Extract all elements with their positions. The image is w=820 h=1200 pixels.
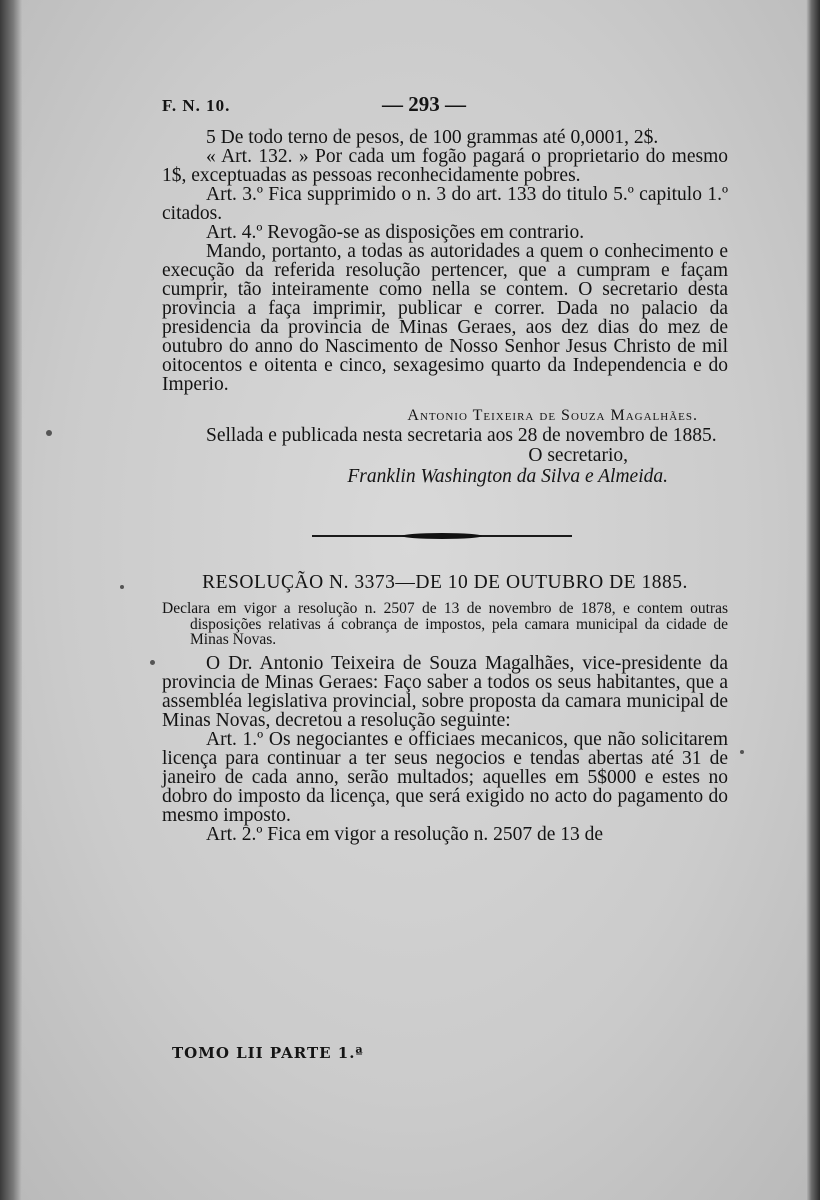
sealed-paragraph: Sellada e publicada nesta secretaria aos 28 de novembro de 1885. <box>206 425 717 446</box>
resolution-title: RESOLUÇÃO N. 3373—DE 10 DE OUTUBRO DE 1885. <box>202 572 688 593</box>
divider-ornament <box>402 533 482 539</box>
paragraph: Art. 1.º Os negociantes e officiaes mecanicos, que não solicitarem licença para continuar a ter seus negocios e tendas abertas até 31 de janeiro de cada anno, serão multados; aquelles em 5$000 e estes no dobro do imposto da licença, que será exigido no acto do pagamento do mesmo imposto. <box>162 728 728 826</box>
ink-speck <box>740 750 744 754</box>
secretary-name: Franklin Washington da Silva e Almeida. <box>347 466 668 487</box>
paragraph: 5 De todo terno de pesos, de 100 grammas até 0,0001, 2$. <box>206 127 659 148</box>
binding-shadow-left <box>0 0 22 1200</box>
section-divider <box>162 487 728 567</box>
paragraph: « Art. 132. » Por cada um fogão pagará o proprietario do mesmo 1$, exceptuadas as pessoas reconhecidamente pobres. <box>162 146 728 186</box>
paragraph: Art. 2.º Fica em vigor a resolução n. 2507 de 13 de <box>206 823 604 845</box>
secretary-title: O secretario, <box>528 445 628 466</box>
paragraph: Art. 4.º Revogão-se as disposições em contrario. <box>206 222 585 243</box>
signature-name: Antonio Teixeira de Souza Magalhães. <box>407 407 698 424</box>
paragraph: O Dr. Antonio Teixeira de Souza Magalhães, vice-presidente da provincia de Minas Geraes: Faço saber a todos os seus habitantes, que a assembléa legislativa provincial, sobre proposta da camara municipal de Minas Novas, decretou a resolução seguinte: <box>162 652 728 731</box>
footer-volume-note: TOMO LII PARTE 1.ª <box>172 1044 364 1062</box>
paragraph: Art. 3.º Fica supprimido o n. 3 do art. 133 do titulo 5.º capitulo 1.º citados. <box>162 184 728 224</box>
paragraph: Mando, portanto, a todas as autoridades a quem o conhecimento e execução da referida resolução pertencer, que a cumpram e façam cumprir, tão inteiramente como nella se contem. O secretario desta provincia a faça imprimir, publicar e correr. Dada no palacio da presidencia da provincia de Minas Geraes, aos dez dias do mez de outubro do anno do Nascimento de Nosso Senhor Jesus Christo de mil oitocentos e oitenta e cinco, sexagesimo quarto da Independencia e do Imperio. <box>162 241 728 395</box>
ink-speck <box>150 660 155 665</box>
running-header <box>162 92 728 128</box>
ink-speck <box>120 585 124 589</box>
ink-speck <box>46 430 52 436</box>
page-content <box>162 92 728 844</box>
volume-mark: F. N. 10. <box>162 96 231 115</box>
resolution-summary: Declara em vigor a resolução n. 2507 de 13 de novembro de 1878, e contem outras disposições relativas á cobrança de impostos, pela camara municipal da cidade de Minas Novas. <box>162 600 728 648</box>
page-number: — 293 — <box>382 92 466 116</box>
binding-shadow-right <box>806 0 820 1200</box>
